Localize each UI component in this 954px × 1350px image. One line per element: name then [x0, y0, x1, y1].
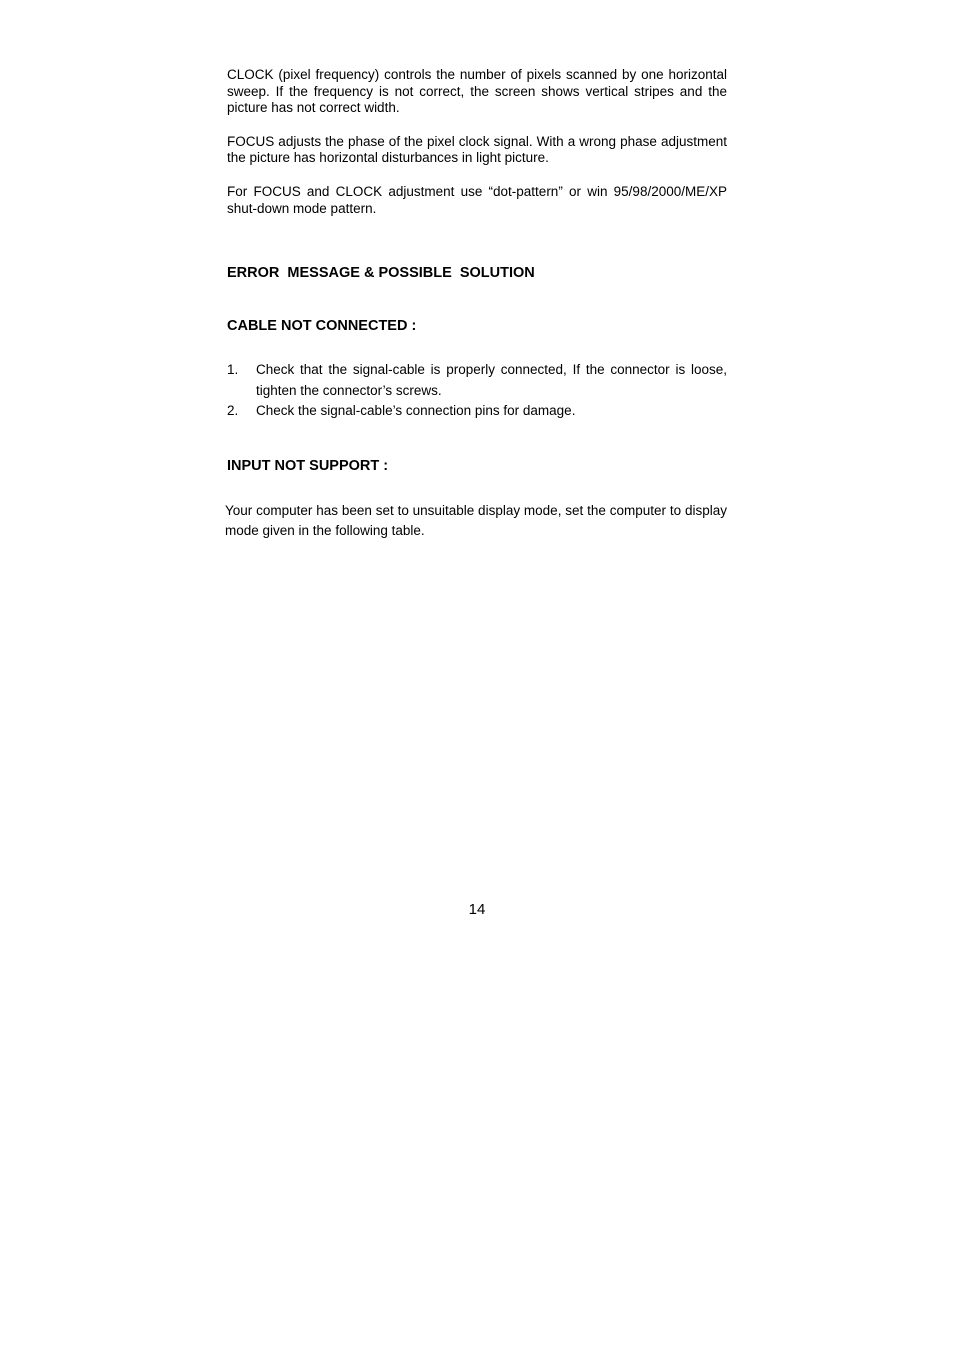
input-not-support-paragraph: Your computer has been set to unsuitable display mode, set the computer to display mode given in the following table.: [225, 502, 727, 539]
list-item-number: 2.: [227, 403, 239, 419]
page-number: 14: [468, 901, 486, 918]
list-item-text: Check the signal-cable’s connection pins for damage.: [256, 403, 576, 419]
input-not-support-heading: INPUT NOT SUPPORT :: [227, 457, 389, 474]
cable-not-connected-heading: CABLE NOT CONNECTED :: [227, 318, 417, 335]
clock-paragraph: CLOCK (pixel frequency) controls the number of pixels scanned by one horizontal sweep. If the frequency is not correct, the screen shows vertical stripes and the picture has not correct width.: [227, 67, 727, 116]
list-item: [227, 360, 727, 401]
list-item-number: 1.: [227, 362, 239, 378]
document-body: [227, 67, 727, 542]
list-item: [227, 401, 727, 422]
cable-solution-list: [227, 360, 727, 422]
pattern-paragraph: For FOCUS and CLOCK adjustment use “dot-pattern” or win 95/98/2000/ME/XP shut-down mode pattern.: [227, 183, 727, 216]
section-heading: ERROR MESSAGE & POSSIBLE SOLUTION: [227, 265, 535, 282]
list-item-text: Check that the signal-cable is properly connected, If the connector is loose, tighten the connector’s screws.: [256, 362, 727, 398]
focus-paragraph: FOCUS adjusts the phase of the pixel clock signal. With a wrong phase adjustment the picture has horizontal disturbances in light picture.: [227, 133, 727, 166]
